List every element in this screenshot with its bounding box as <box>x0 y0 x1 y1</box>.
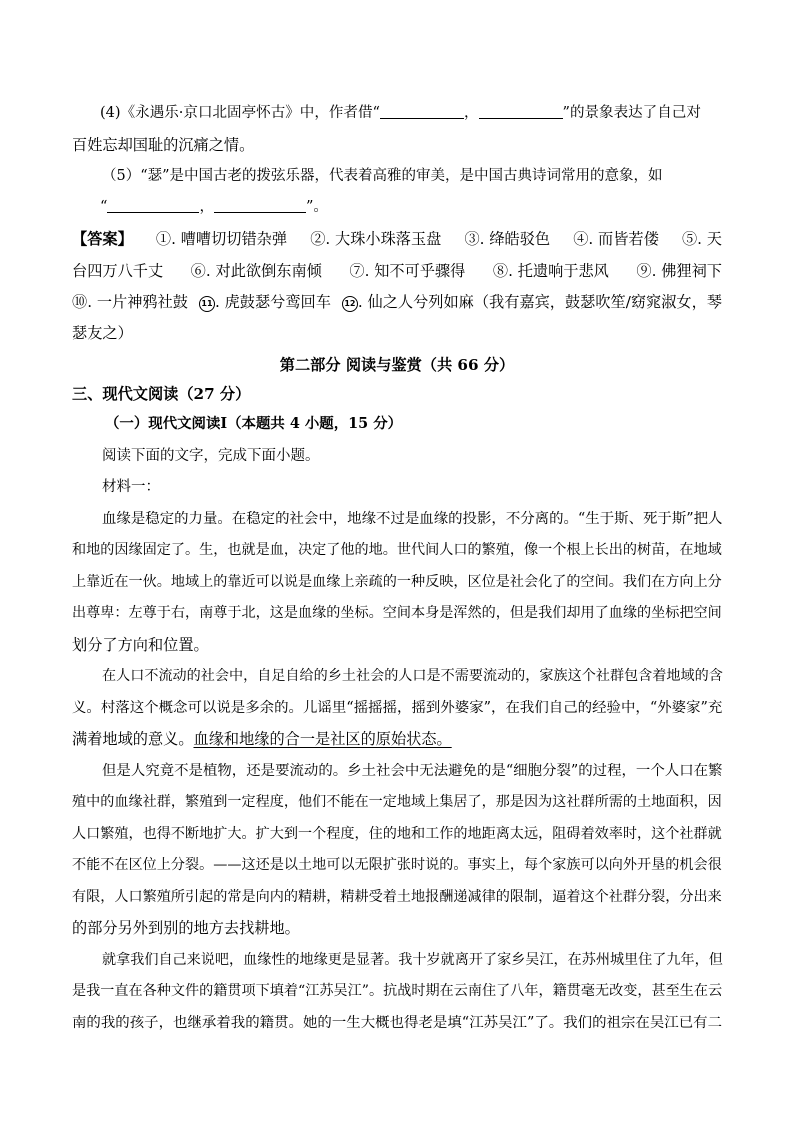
q5-line-2 <box>100 197 750 217</box>
p3-line-2: 殖中的血缘社群，繁殖到一定程度，他们不能在一定地域上集居了，那是因为这社群所需的土地面积，因 <box>72 794 722 810</box>
p1-line-5: 划分了方向和位置。 <box>72 636 209 654</box>
instruction: 阅读下面的文字，完成下面小题。 <box>102 448 320 464</box>
p3-line-6: 的部分另外到别的地方去找耕地。 <box>72 919 300 937</box>
answer-3: ③. 绛皓驳色 <box>464 230 551 248</box>
answer-11-text: . 虎鼓瑟兮鸾回车 <box>214 293 331 311</box>
circled-number-11: 11 <box>199 296 215 312</box>
answer-2: ②. 大珠小珠落玉盘 <box>310 230 442 248</box>
answer-1: ①. 嘈嘈切切错杂弹 <box>155 230 288 248</box>
p4-line-1: 就拿我们自己来说吧，血缘性的地缘更是显著。我十岁就离开了家乡吴江，在苏州城里住了九年，但 <box>102 952 723 968</box>
p4-line-2: 是我一直在各种文件的籍贯项下填着“江苏吴江”。抗战时期在云南住了八年，籍贯毫无改变，甚至生在云 <box>72 983 723 999</box>
p2-line-1: 在人口不流动的社会中，自足自给的乡土社会的人口是不需要流动的，家族这个社群包含着地域的含 <box>102 668 723 684</box>
p2-line-3 <box>72 729 722 749</box>
answer-8: ⑧. 托遗响于悲风 <box>492 262 609 280</box>
p1-line-3: 上靠近在一伙。地域上的靠近可以说是血缘上亲疏的一种反映，区位是社会化了的空间。我们在方向上分 <box>72 574 722 590</box>
subsection-title: （一）现代文阅读Ⅰ（本题共 4 小题，15 分） <box>105 415 403 432</box>
q5-blank-1[interactable] <box>107 197 199 213</box>
section3-title: 三、现代文阅读（27 分） <box>72 385 251 403</box>
answer-7: ⑦. 知不可乎骤得 <box>349 262 466 280</box>
p1-line-2: 和地的因缘固定了。生，也就是血，决定了他的地。世代间人口的繁殖，像一个根上长出的树苗，在地域 <box>72 542 722 558</box>
answer-5-cont: 台四万八千丈 <box>72 262 164 280</box>
p1-line-4: 出尊卑：左尊于右，南尊于北，这是血缘的坐标。空间本身是浑然的，但是我们却用了血缘的坐标把空间 <box>72 605 722 621</box>
material-label: 材料一： <box>102 479 160 495</box>
q5-line-1: （5）“瑟”是中国古老的拨弦乐器，代表着高雅的审美，是中国古典诗词常用的意象，如 <box>102 168 663 184</box>
p3-line-5: 有限，人口繁殖所引起的常是向内的精耕，精耕受着土地报酬递减律的限制，逼着这个社群分裂，分出来 <box>72 889 722 905</box>
p3-line-1: 但是人究竟不是植物，还是要流动的。乡土社会中无法避免的是“细胞分裂”的过程，一个人口在繁 <box>102 763 723 779</box>
p1-line-1: 血缘是稳定的力量。在稳定的社会中，地缘不过是血缘的投影，不分离的。“生于斯、死于斯”把人 <box>102 511 723 527</box>
answer-row-2 <box>72 261 722 281</box>
p3-line-3: 人口繁殖，也得不断地扩大。扩大到一个程度，住的地和工作的地距离太远，阻碍着效率时，这个社群就 <box>72 826 722 842</box>
q5-open-quote: “ <box>100 198 108 215</box>
answer-4: ④. 而皆若偻 <box>573 230 659 248</box>
q5-close-quote: ”。 <box>305 198 328 215</box>
answer-row-4: 瑟友之） <box>72 324 133 342</box>
p3-line-4: 不能不在区位上分裂。——这还是以土地可以无限扩张时说的。事实上，每个家族可以向外开垦的机会很 <box>72 857 722 873</box>
p4-line-3: 南的我的孩子，也继承着我的籍贯。她的一生大概也得老是填“江苏吴江”了。我们的祖宗在吴江已有二 <box>72 1015 723 1031</box>
q5-sep: ， <box>199 198 214 215</box>
part2-title: 第二部分 阅读与鉴赏（共 66 分） <box>279 356 515 374</box>
answer-11 <box>199 292 331 312</box>
q4-line-2: 百姓忘却国耻的沉痛之情。 <box>72 136 255 154</box>
answer-6: ⑥. 对此欲倒东南倾 <box>190 262 322 280</box>
q4-text-a: (4)《永遇乐·京口北固亭怀古》中，作者借“ <box>100 104 380 121</box>
q4-text-b: ”的景象表达了自己对 <box>562 104 701 121</box>
q4-sep: ， <box>463 104 479 121</box>
q4-blank-1[interactable] <box>380 103 464 119</box>
p2-underlined-sentence: 血缘和地缘的合一是社区的原始状态。 <box>193 730 452 748</box>
answer-10: ⑩. 一片神鸦社鼓 <box>72 293 188 311</box>
answer-label: 【答案】 <box>72 230 133 248</box>
answer-9: ⑨. 佛狸祠下 <box>636 262 722 280</box>
circled-number-12: 12 <box>342 296 358 312</box>
q4-blank-2[interactable] <box>479 103 563 119</box>
answer-5: ⑤. 天 <box>681 230 722 248</box>
answer-12 <box>342 292 722 312</box>
q5-blank-2[interactable] <box>214 197 306 213</box>
q4-line-1 <box>100 103 750 123</box>
answer-12-text: . 仙之人兮列如麻（我有嘉宾，鼓瑟吹笙/窈窕淑女，琴 <box>357 293 722 311</box>
p2-line-3-text: 满着地域的意义。 <box>72 730 194 748</box>
p2-line-2: 义。村落这个概念可以说是多余的。儿谣里“摇摇摇，摇到外婆家”，在我们自己的经验中，“外婆家”充 <box>72 700 723 716</box>
answer-row-3 <box>72 292 722 312</box>
answer-row-1 <box>72 229 722 249</box>
